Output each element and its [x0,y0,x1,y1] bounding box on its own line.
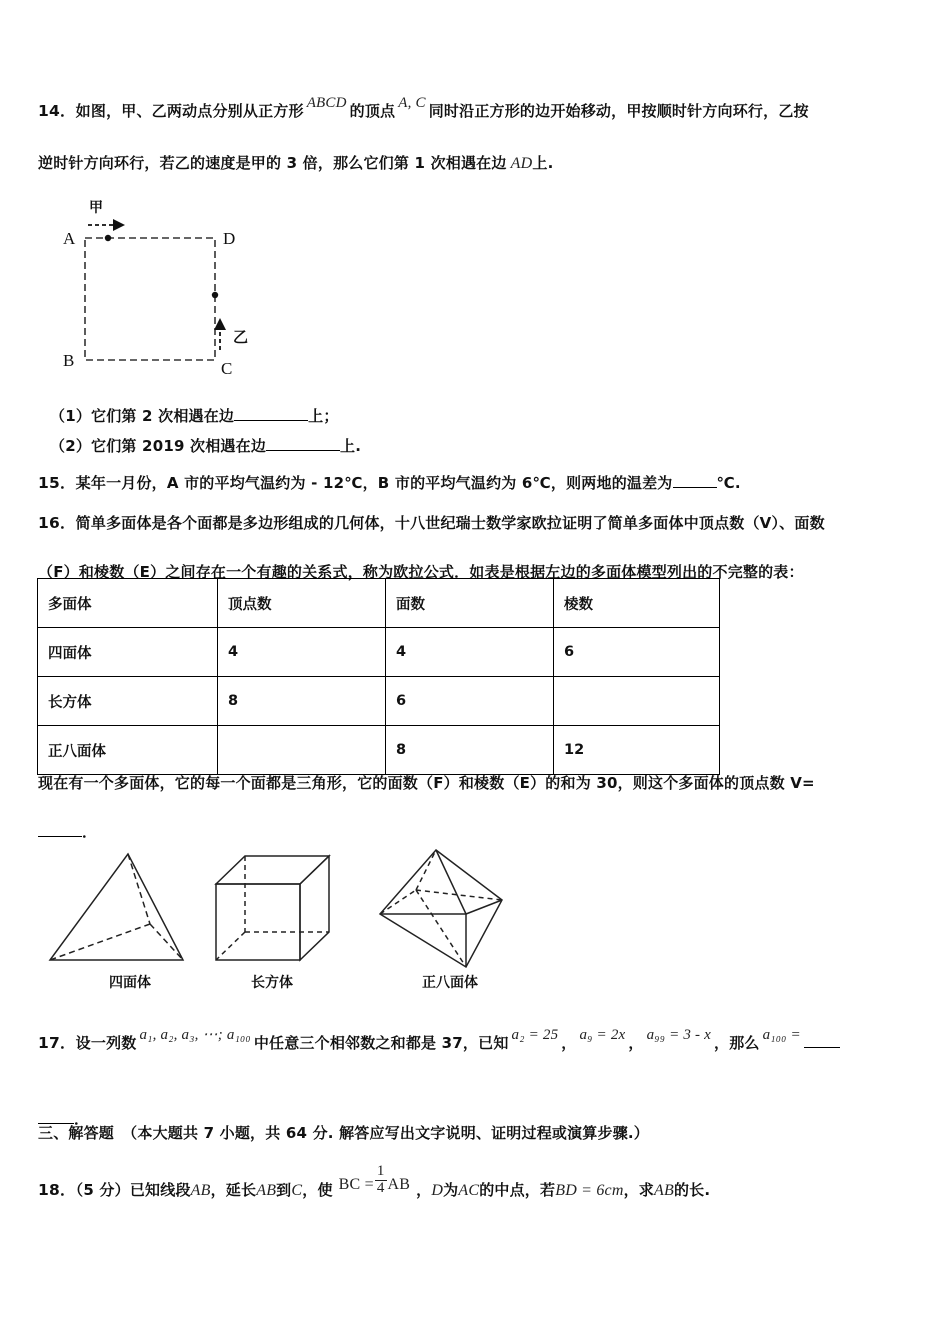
question-18-text-i: 的长. [673,1181,711,1199]
question-18-text-h: ，求 [623,1181,655,1199]
question-17 [38,1027,928,1131]
label-yi: 乙 [233,328,249,346]
question-17-tail: ． [74,1109,90,1128]
question-14-text-c: 同时沿正方形的边开始移动，甲按顺时针方向环行，乙按 [428,102,809,120]
cuboid-figure [216,856,329,960]
question-15 [38,472,918,495]
question-14-number: 14． [38,102,76,120]
question-17-comma-2: ， [628,1034,644,1052]
square-diagram-svg [45,190,295,390]
section-3-heading [38,1122,928,1145]
question-14-sub1-tail: 上； [308,407,339,425]
question-15-text-a: 某年一月份，A 市的平均气温约为 - 12℃，B 市的平均气温约为 6℃，则两地的温差为 [75,474,673,492]
table-cell: 8 [218,677,386,726]
question-14-text-b: 的顶点 [349,102,396,120]
figure-caption-octahedron: 正八面体 [422,975,478,991]
figure-square-path [45,190,295,390]
question-16-line2: （F）和棱数（E）之间存在一个有趣的关系式，称为欧拉公式．如表是根据左边的多面体模型列出的不完整的表： [38,563,804,582]
math-ab-1: AB [190,1182,211,1199]
question-14-line2 [38,152,918,176]
question-15-number: 15． [38,474,76,492]
table-cell: 四面体 [38,628,218,677]
square-vertex-b-label: B [63,351,75,370]
question-16 [38,512,928,584]
table-cell: 8 [386,726,554,775]
answer-blank-16[interactable] [38,822,82,837]
question-18-text-a: 已知线段 [129,1181,191,1199]
table-cell: 6 [554,628,720,677]
table-cell: 4 [218,628,386,677]
question-16-tail [38,772,928,845]
table-cell: 12 [554,726,720,775]
table-header-cell: 顶点数 [218,579,386,628]
question-17-text-b: 中任意三个相邻数之和都是 37，已知 [253,1034,509,1052]
question-18-text-d: ，使 [302,1181,333,1199]
math-d: D [431,1182,444,1199]
question-14-sub2-text: （2）它们第 2019 次相遇在边 [50,437,267,455]
math-eq-a2: a₂ = 25 [511,1027,559,1043]
answer-blank-15[interactable] [673,473,717,488]
question-14-sub1 [50,405,339,428]
question-14-sub2 [50,435,361,458]
polyhedron-figures [40,842,540,997]
table-cell-empty [218,726,386,775]
answer-blank-14-2[interactable] [266,436,340,451]
math-abcd: ABCD [306,95,347,111]
figure-caption-cuboid: 长方体 [251,975,293,991]
question-18-text-f: 为 [443,1181,459,1199]
question-16-number: 16． [38,514,76,532]
square-vertex-c-label: C [221,359,233,378]
question-14 [38,95,918,176]
question-17-comma-1: ， [561,1034,577,1052]
table-header-cell: 多面体 [38,579,218,628]
square-vertex-d-label: D [223,229,236,248]
table-header-cell: 面数 [386,579,554,628]
tetrahedron-figure [50,854,183,960]
question-16-tail-period: ． [82,823,98,842]
fraction-rhs: AB [387,1176,411,1193]
section-3-title: 三、解答题 [38,1124,115,1142]
math-ac: A, C [398,95,426,111]
figure-caption-tetrahedron: 四面体 [109,975,151,991]
question-18-text-g: 的中点，若 [479,1181,556,1199]
question-18-number: 18． [38,1181,76,1199]
math-ab-3: AB [654,1182,674,1199]
math-ab-2: AB [256,1182,277,1199]
math-ac: AC [458,1182,480,1199]
question-14-line2-a: 逆时针方向环行，若乙的速度是甲的 3 倍，那么它们第 1 次相遇在边 [38,153,507,172]
question-18 [38,1163,928,1203]
answer-blank-17-a[interactable] [804,1033,840,1048]
table-header-row [38,579,720,628]
math-sequence: a₁, a₂, a₃, ⋯; a₁₀₀ [139,1027,251,1043]
math-ad: AD [510,154,533,172]
square-vertex-a-label: A [63,229,76,248]
table-header-cell: 棱数 [554,579,720,628]
table-cell: 长方体 [38,677,218,726]
fraction-lhs: BC = [338,1176,374,1193]
question-17-number: 17． [38,1034,76,1052]
question-18-text-b: ，延长 [210,1181,257,1199]
answer-blank-14-1[interactable] [234,406,308,421]
math-eq-a100: a₁₀₀ = [762,1027,801,1043]
section-3-desc: （本大题共 7 小题，共 64 分. 解答应写出文字说明、证明过程或演算步骤.） [122,1124,649,1142]
question-14-text-a: 如图，甲、乙两动点分别从正方形 [75,102,304,120]
question-16-line1: 简单多面体是各个面都是多边形组成的几何体，十八世纪瑞士数学家欧拉证明了简单多面体中顶点数（V）、面数 [75,514,825,532]
question-17-text-a: 设一列数 [75,1034,137,1052]
fraction-one-quarter [375,1164,387,1197]
table-row [38,677,720,726]
math-bd: BD = 6cm [555,1182,624,1199]
question-15-text-b: ℃. [716,474,741,492]
table-cell: 4 [386,628,554,677]
question-14-line2-b: 上. [532,153,554,172]
table-row [38,726,720,775]
question-16-tail-line1: 现在有一个多面体，它的每一个面都是三角形，它的面数（F）和棱数（E）的和为 30，则这个多面体的顶点数 V= [38,774,815,792]
math-eq-a99: a₉₉ = 3 - x [646,1027,711,1043]
math-eq-a9: a₉ = 2x [579,1027,626,1043]
table-row [38,628,720,677]
question-17-comma-3: ，那么 [714,1034,760,1052]
question-18-score: （5 分） [75,1181,130,1199]
table-cell-empty [554,677,720,726]
table-cell: 6 [386,677,554,726]
math-c: C [291,1182,303,1199]
question-18-text-e: ， [416,1181,432,1199]
octahedron-figure [380,850,502,967]
polyhedron-table [37,578,720,775]
question-16-tail-line2 [38,821,928,844]
fraction-denominator: 4 [376,1179,385,1196]
question-18-text-c: 到 [276,1181,292,1199]
table-cell: 正八面体 [38,726,218,775]
question-14-sub1-text: （1）它们第 2 次相遇在边 [50,407,235,425]
math-fraction-expression [333,1162,417,1197]
question-14-sub2-tail: 上. [340,437,362,455]
label-jia: 甲 [89,200,103,216]
fraction-numerator: 1 [376,1163,385,1179]
